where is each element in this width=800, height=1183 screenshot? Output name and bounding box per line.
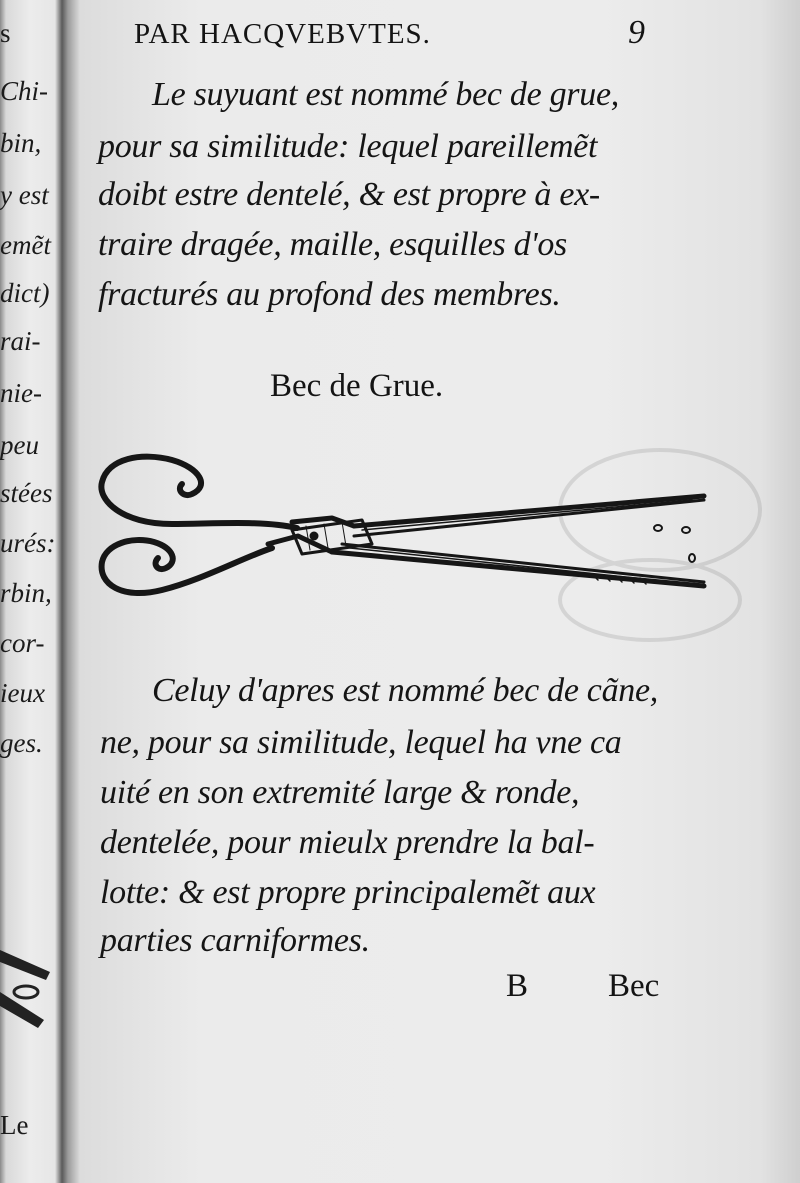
left-fragment: rai- bbox=[0, 326, 41, 356]
left-fragment: y est bbox=[0, 180, 49, 210]
left-fragment: ieux bbox=[0, 678, 45, 708]
signature-mark: B bbox=[506, 968, 529, 1004]
text-line: ne, pour sa similitude, lequel ha vne ca bbox=[100, 724, 622, 761]
left-fragment: bin, bbox=[0, 128, 42, 158]
text-line: Celuy d'apres est nommé bec de cãne, bbox=[152, 672, 658, 709]
left-fragment: ges. bbox=[0, 728, 43, 758]
figure-caption: Bec de Grue. bbox=[270, 368, 444, 404]
left-fragment: s bbox=[0, 18, 11, 48]
text-line: traire dragée, maille, esquilles d'os bbox=[98, 226, 567, 263]
left-fragment: rbin, bbox=[0, 578, 52, 608]
left-page-instrument-fragment bbox=[0, 930, 58, 1040]
running-head: PAR HACQVEBVTES. bbox=[134, 18, 431, 50]
text-line: lotte: & est propre principalemẽt aux bbox=[100, 874, 596, 911]
left-fragment: Chi- bbox=[0, 76, 49, 106]
page-number: 9 bbox=[628, 14, 645, 51]
text-line: uité en son extremité large & ronde, bbox=[100, 774, 580, 811]
left-fragment: Le bbox=[0, 1110, 29, 1140]
text-line: fracturés au profond des membres. bbox=[98, 276, 561, 313]
text-line: dentelée, pour mieulx prendre la bal- bbox=[100, 824, 595, 861]
text-line: Le suyuant est nommé bec de grue, bbox=[152, 76, 619, 113]
text-line: pour sa similitude: lequel pareillemẽt bbox=[98, 128, 598, 165]
left-fragment: peu bbox=[0, 430, 39, 460]
catchword: Bec bbox=[608, 968, 660, 1004]
left-fragment: stées bbox=[0, 478, 53, 508]
left-fragment: cor- bbox=[0, 628, 45, 658]
text-line: doibt estre dentelé, & est propre à ex- bbox=[98, 176, 600, 213]
left-fragment: nie- bbox=[0, 378, 42, 408]
bec-de-grue-forceps-illustration bbox=[92, 440, 712, 620]
text-line: parties carniformes. bbox=[100, 922, 370, 959]
left-fragment: emẽt bbox=[0, 230, 51, 260]
left-fragment: dict) bbox=[0, 278, 50, 308]
left-fragment: urés: bbox=[0, 528, 56, 558]
